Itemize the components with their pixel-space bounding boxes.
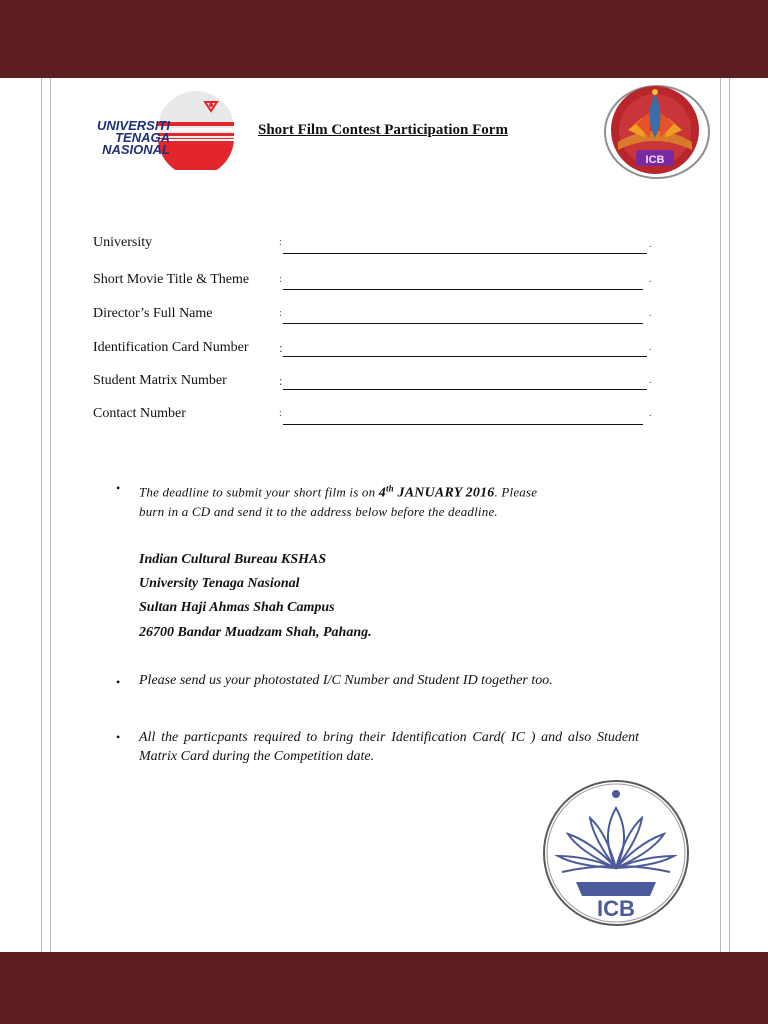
page-border-left-inner [50,78,51,952]
uniten-line1: UNIVERSITI [97,118,170,133]
field-colon: : [279,274,282,285]
deadline-note [139,479,609,521]
deadline-text-after: . Please [494,484,538,500]
page-border-right-inner [720,78,721,952]
contact-number-fill-line[interactable] [283,424,643,425]
icb-logo [598,80,712,182]
form-row-contact-number [93,406,663,428]
deadline-text-line2: burn in a CD and send it to the address below before the deadline. [139,503,498,519]
address-line: Indian Cultural Bureau KSHAS [139,552,327,567]
top-band [0,0,768,78]
deadline-day-suffix: th [385,483,394,493]
address-line: Sultan Haji Ahmas Shah Campus [139,600,335,615]
field-end-dot: . [649,308,652,319]
deadline-day: 4 [378,485,386,501]
field-end-dot: . [649,375,652,386]
form-title: Short Film Contest Participation Form [258,122,508,138]
address-line: University Tenaga Nasional [139,576,300,591]
mailing-address [139,548,372,645]
icb-stamp-text: ICB [597,896,635,921]
uniten-line3: NASIONAL [102,142,170,157]
field-end-dot: . [649,408,652,419]
deadline-text-before: The deadline to submit your short film is on [139,484,379,500]
matrix-number-fill-line[interactable] [283,389,647,390]
form-row-university [93,235,663,257]
movie-title-fill-line[interactable] [283,289,643,290]
field-label-university: University [93,235,153,250]
uniten-line2: TENAGA [115,130,170,145]
university-fill-line[interactable] [283,253,647,254]
page-border-right-outer [729,78,730,952]
field-colon: : [279,308,282,319]
field-label-ic-number: Identification Card Number [93,340,249,355]
field-colon: : [279,340,283,355]
ic-number-fill-line[interactable] [283,356,647,357]
form-row-movie-title [93,272,663,294]
form-row-ic-number [93,340,663,362]
field-colon: : [279,237,282,248]
field-end-dot: . [649,342,652,353]
form-row-director-name [93,306,663,328]
field-label-movie-title: Short Movie Title & Theme [93,272,250,287]
bring-ic-note: All the particpants required to bring their Identification Card( IC ) and also Student Matrix Card during the Competition date. [139,730,639,764]
field-label-matrix-number: Student Matrix Number [93,373,227,388]
address-line: 26700 Bandar Muadzam Shah, Pahang. [139,625,372,640]
bottom-band [0,952,768,1024]
field-label-director-name: Director’s Full Name [93,306,213,321]
bullet: • [116,481,121,495]
icb-stamp [536,772,694,932]
photostat-note: Please send us your photostated I/C Number and Student ID together too. [139,673,553,688]
field-colon: : [279,408,282,419]
uniten-wordmark [60,120,170,156]
director-name-fill-line[interactable] [283,323,643,324]
uniten-logo [60,88,240,170]
field-colon: : [279,373,283,388]
page-border-left-outer [41,78,42,952]
bullet: • [116,730,121,744]
bullet: • [116,675,121,689]
field-end-dot: . [649,274,652,285]
field-label-contact-number: Contact Number [93,406,186,421]
deadline-date: JANUARY 2016 [393,485,495,501]
form-row-matrix-number [93,373,663,395]
field-end-dot: . [649,239,652,250]
icb-logo-text: ICB [645,154,665,166]
